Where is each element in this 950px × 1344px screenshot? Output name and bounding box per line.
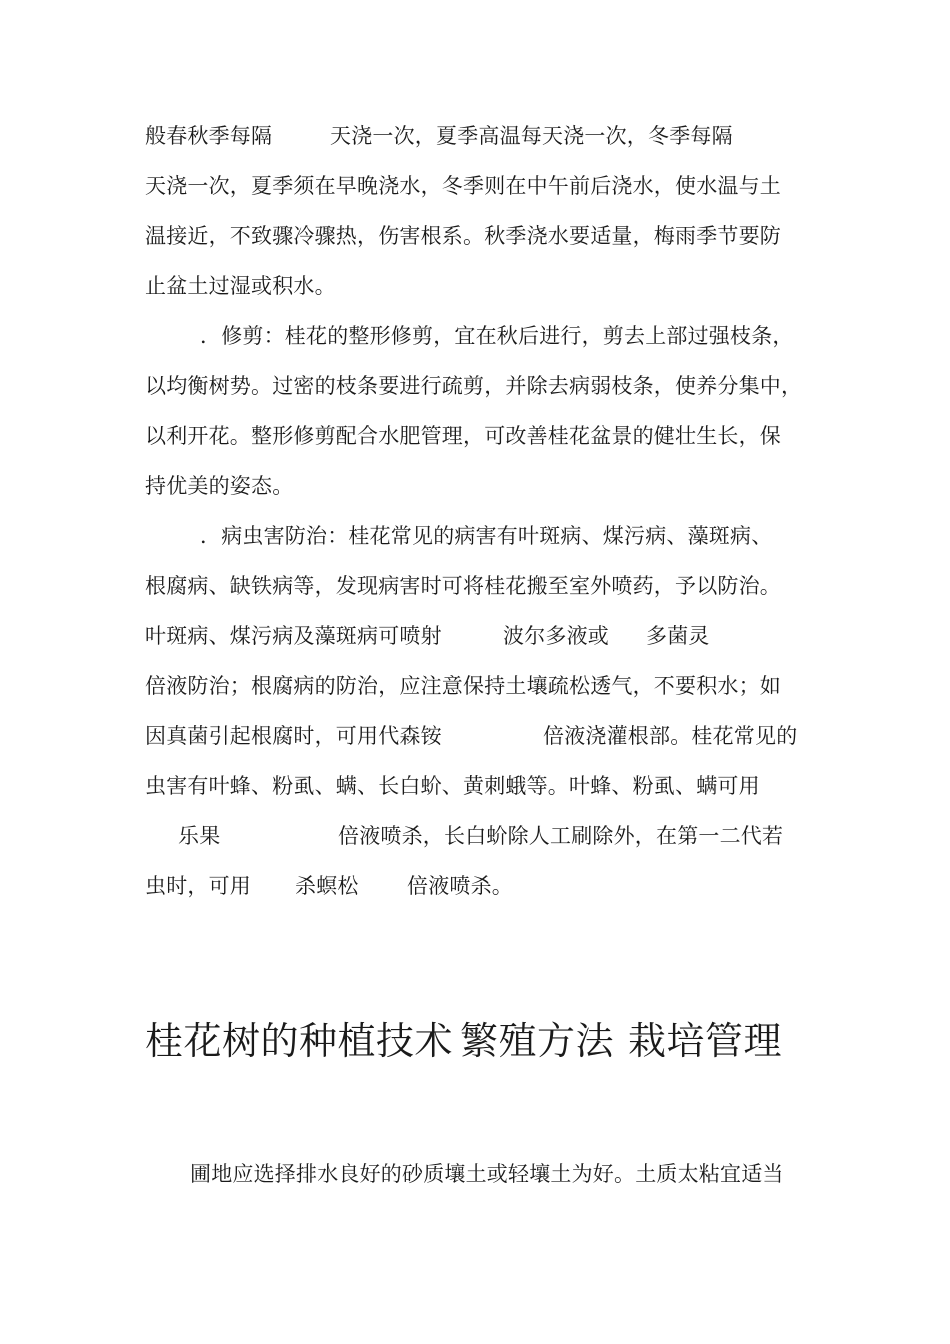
text-segment: 倍液浇灌根部。桂花常见的: [543, 724, 798, 748]
text-segment: 叶斑病、煤污病及藻斑病可喷射: [145, 624, 442, 648]
text-segment: ．修剪：桂花的整形修剪，宜在秋后进行，剪去上部过强枝条，: [200, 324, 794, 348]
intro-paragraph: 圃地应选择排水良好的砂质壤土或轻壤土为好。土质太粘宜适当: [190, 1162, 784, 1186]
text-segment: 温接近，不致骤冷骤热，伤害根系。秋季浇水要适量，梅雨季节要防: [145, 224, 781, 248]
text-segment: 倍液喷杀。: [407, 874, 513, 898]
text-segment: 止盆土过湿或积水。: [145, 274, 336, 298]
text-segment: 天浇一次，夏季高温每天浇一次，冬季每隔: [330, 124, 733, 148]
text-segment: 杀螟松: [295, 874, 359, 898]
text-segment: 天浇一次，夏季须在早晚浇水，冬季则在中午前后浇水，使水温与土: [145, 174, 781, 198]
text-segment: 倍液喷杀，长白蚧除人工刷除外，在第一二代若: [338, 824, 784, 848]
heading-part: 繁殖方法: [460, 1019, 615, 1063]
text-segment: 波尔多液或: [503, 624, 609, 648]
text-segment: 持优美的姿态。: [145, 474, 294, 498]
heading-part: 栽培管理: [628, 1019, 783, 1063]
text-segment: 以利开花。整形修剪配合水肥管理，可改善桂花盆景的健壮生长，保: [145, 424, 781, 448]
text-segment: ．病虫害防治：桂花常见的病害有叶斑病、煤污病、藻斑病、: [200, 524, 773, 548]
text-segment: 乐果: [178, 824, 221, 848]
heading-part: 桂花树的种植技术: [145, 1019, 454, 1063]
text-segment: 根腐病、缺铁病等，发现病害时可将桂花搬至室外喷药，予以防治。: [145, 574, 781, 598]
text-segment: 因真菌引起根腐时，可用代森铵: [145, 724, 442, 748]
text-segment: 多菌灵: [646, 624, 710, 648]
text-segment: 以均衡树势。过密的枝条要进行疏剪，并除去病弱枝条，使养分集中，: [145, 374, 803, 398]
text-segment: 般春秋季每隔: [145, 124, 273, 148]
text-segment: 倍液防治；根腐病的防治，应注意保持土壤疏松透气，不要积水；如: [145, 674, 781, 698]
text-segment: 虫害有叶蜂、粉虱、螨、长白蚧、黄刺蛾等。叶蜂、粉虱、螨可用: [145, 774, 760, 798]
text-segment: 虫时，可用: [145, 874, 251, 898]
